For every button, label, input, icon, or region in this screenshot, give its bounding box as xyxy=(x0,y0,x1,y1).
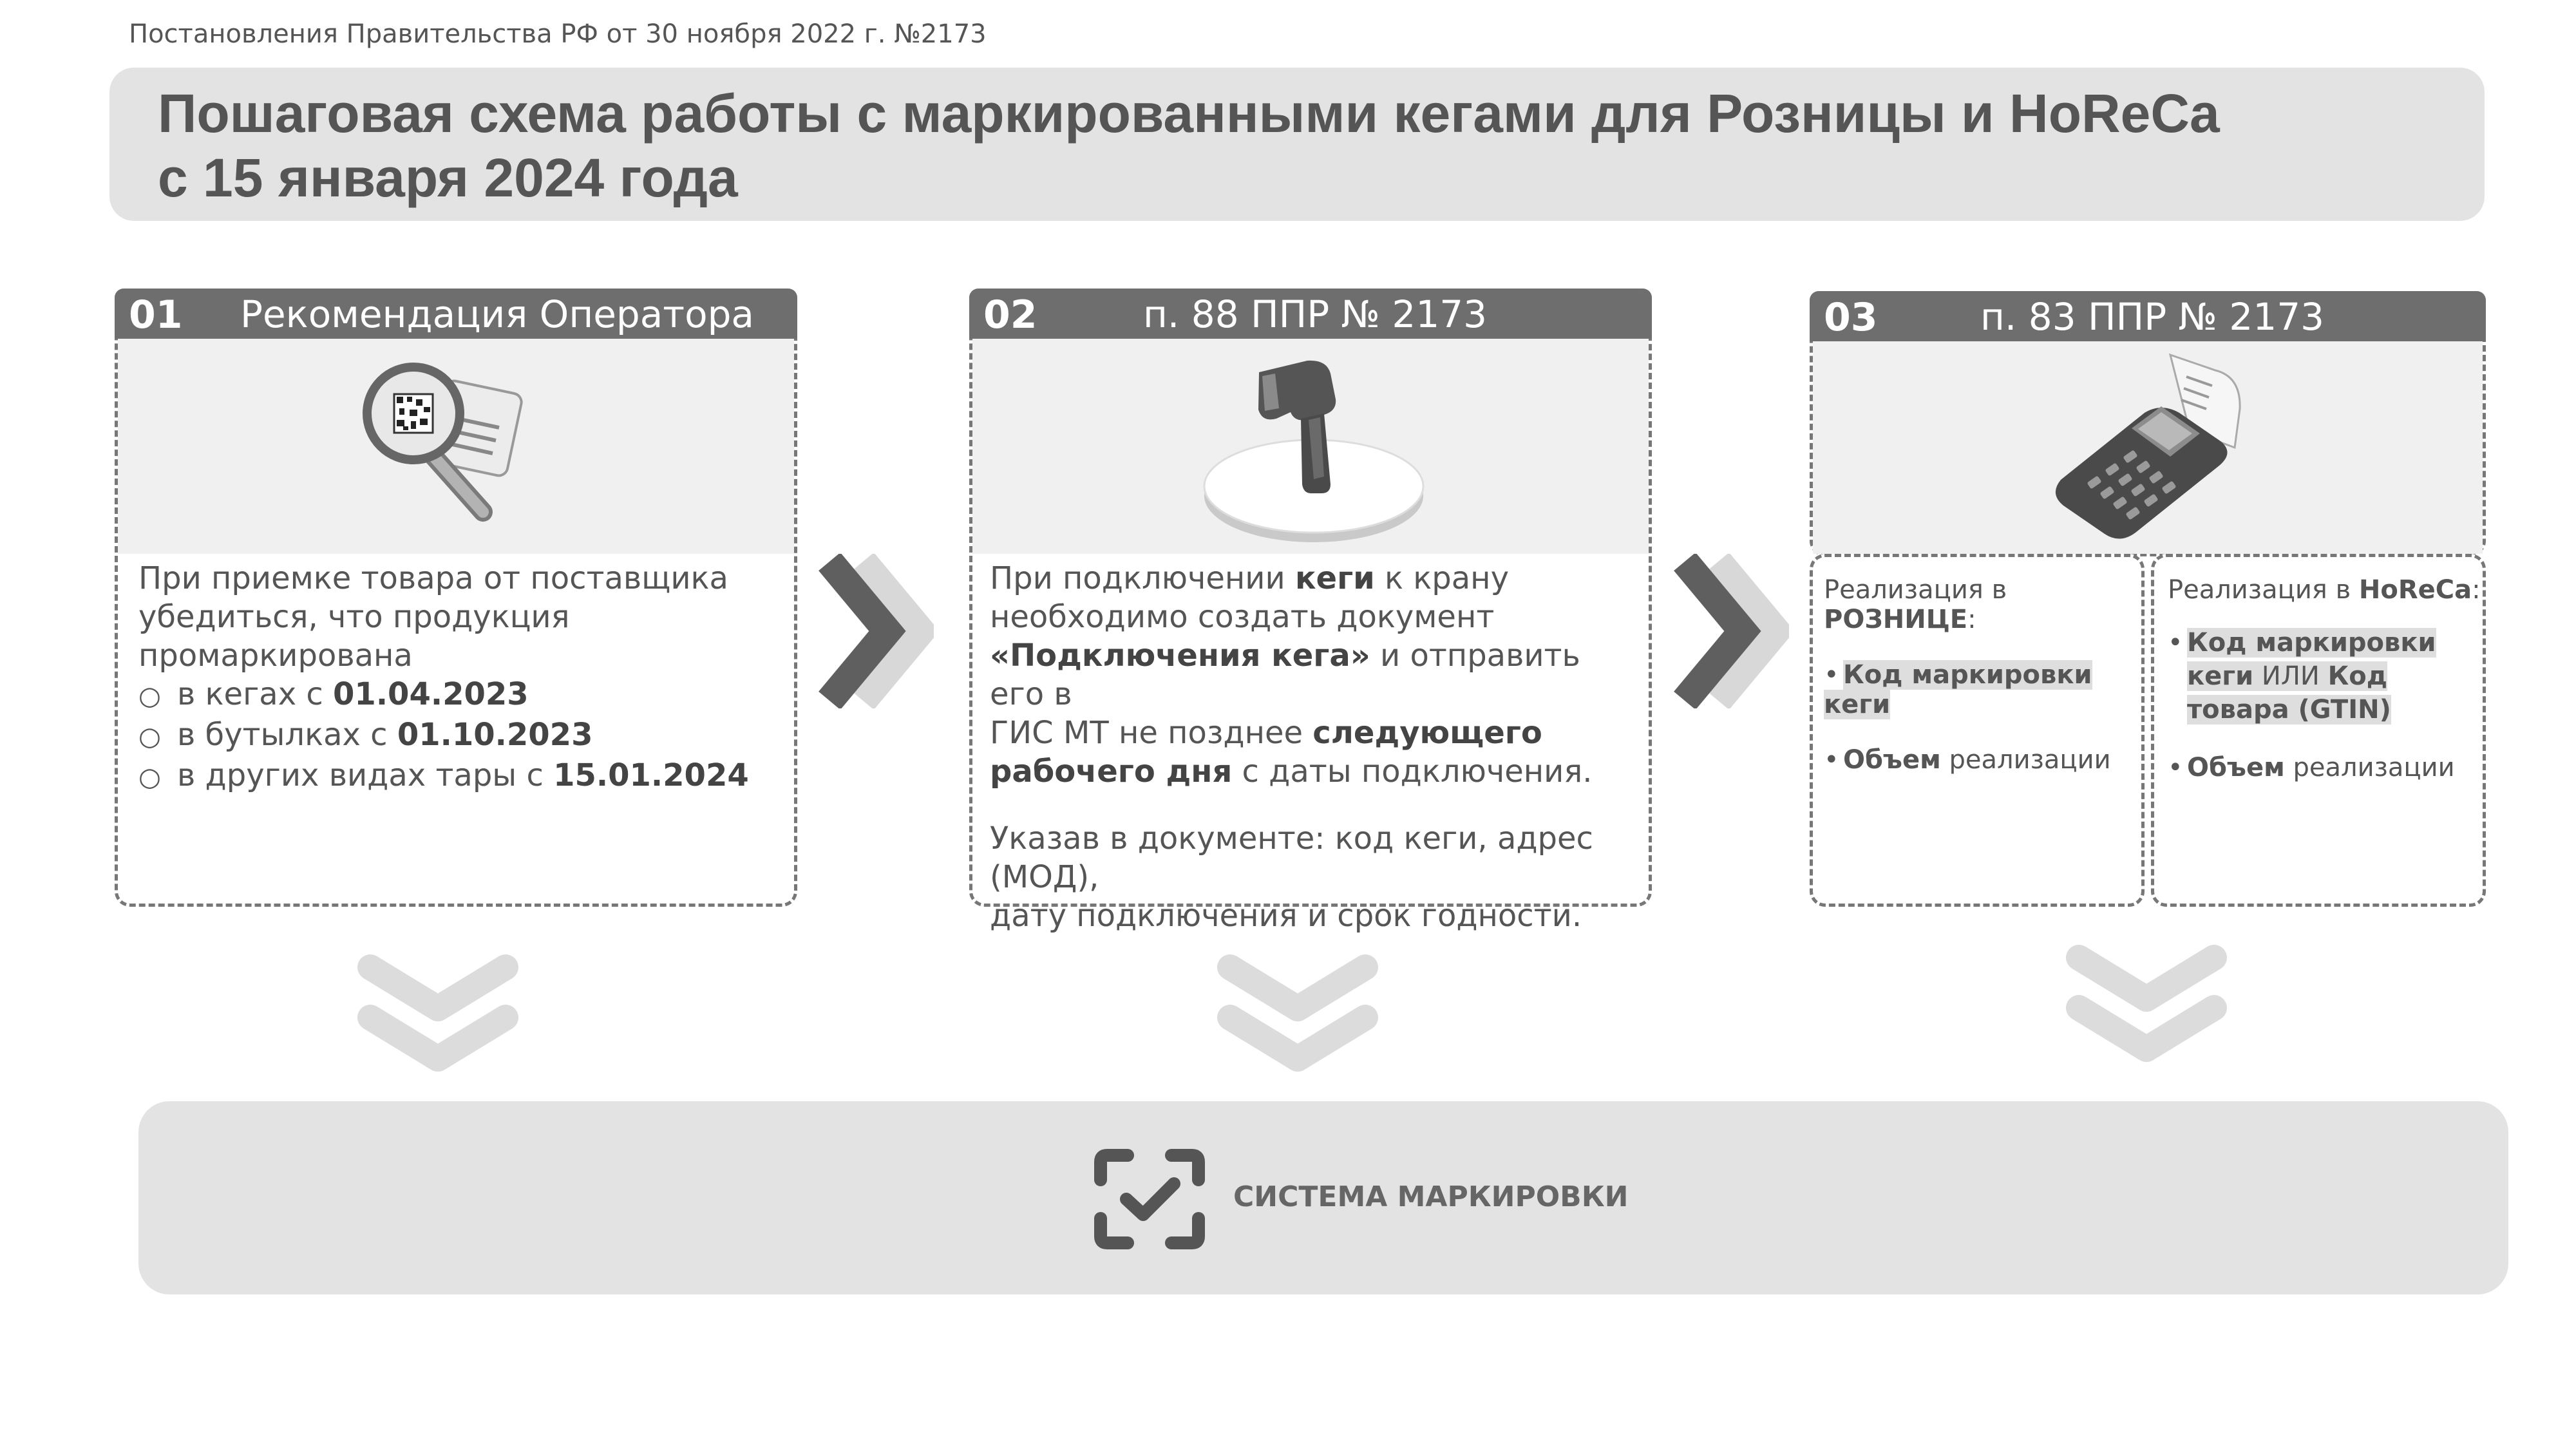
list-item: • Объем реализации xyxy=(2168,751,2483,784)
chevron-down-icon xyxy=(1217,953,1378,1075)
chevron-down-icon xyxy=(2066,943,2227,1066)
magnifier-datamatrix-icon xyxy=(361,348,541,541)
page-title-line1: Пошаговая схема работы с маркированными кегами для Розницы и HoReCa xyxy=(158,83,2220,144)
bullet: ○ xyxy=(138,681,161,711)
bullet: ○ xyxy=(138,762,161,792)
text-line: дату подключения и срок годности. xyxy=(990,898,1582,934)
step-1-text xyxy=(138,559,782,797)
horeca-label: Реализация в HoReCa: xyxy=(2168,575,2481,605)
text-line: необходимо создать документ xyxy=(990,599,1495,635)
text-line: При приемке товара от поставщика xyxy=(138,560,728,596)
payment-terminal-icon xyxy=(2048,351,2254,544)
page-title-line2: с 15 января 2024 года xyxy=(158,147,738,208)
list-item: ○ в бутылках с 01.10.2023 xyxy=(138,715,782,756)
text-line: Указав в документе: код кеги, адрес (МОД), xyxy=(990,820,1593,895)
step-title: Рекомендация Оператора xyxy=(240,292,754,336)
list-item: • Код маркировки кеги ИЛИ Код товара (GTIN) xyxy=(2168,626,2483,726)
step-header-1 xyxy=(115,289,797,339)
text-line: промаркирована xyxy=(138,638,413,674)
barcode-scanner-icon xyxy=(1198,348,1430,547)
bullet: ○ xyxy=(138,722,161,752)
source-note: Постановления Правительства РФ от 30 ноября 2022 г. №2173 xyxy=(129,19,987,49)
list-item: • Код маркировки кеги xyxy=(1824,660,2092,719)
retail-text xyxy=(1824,575,2139,775)
bullet: • xyxy=(2168,753,2183,782)
text-line: При подключении кеги к крану xyxy=(990,560,1509,596)
step-title: п. 88 ППР № 2173 xyxy=(1143,292,1488,336)
text-line: ГИС МТ не позднее следующего xyxy=(990,715,1542,751)
step-header-2 xyxy=(969,289,1652,339)
list-item: • Объем реализации xyxy=(1824,745,2111,775)
step-number: 02 xyxy=(983,292,1037,337)
step-title: п. 83 ППР № 2173 xyxy=(1980,295,2325,339)
step-number: 03 xyxy=(1824,295,1878,340)
text-line: рабочего дня с даты подключения. xyxy=(990,753,1593,790)
list-item: ○ в других видах тары с 15.01.2024 xyxy=(138,756,782,797)
marking-system-label: СИСТЕМА МАРКИРОВКИ xyxy=(1233,1180,1629,1213)
step-header-3 xyxy=(1810,291,2486,341)
chevron-right-icon xyxy=(818,554,934,708)
chevron-down-icon xyxy=(357,953,518,1075)
chevron-right-icon xyxy=(1673,554,1789,708)
horeca-text xyxy=(2168,573,2483,784)
bullet: • xyxy=(1824,660,1839,690)
text-line: «Подключения кега» и отправить его в xyxy=(990,638,1580,712)
list-item: ○ в кегах с 01.04.2023 xyxy=(138,675,782,715)
retail-label: Реализация в РОЗНИЦЕ: xyxy=(1824,575,2007,634)
scan-check-icon xyxy=(1092,1148,1208,1251)
bullet: • xyxy=(2168,628,2183,658)
step-number: 01 xyxy=(129,292,183,337)
bullet: • xyxy=(1824,745,1839,775)
step-2-text xyxy=(990,559,1640,935)
text-line: убедиться, что продукция xyxy=(138,599,570,635)
